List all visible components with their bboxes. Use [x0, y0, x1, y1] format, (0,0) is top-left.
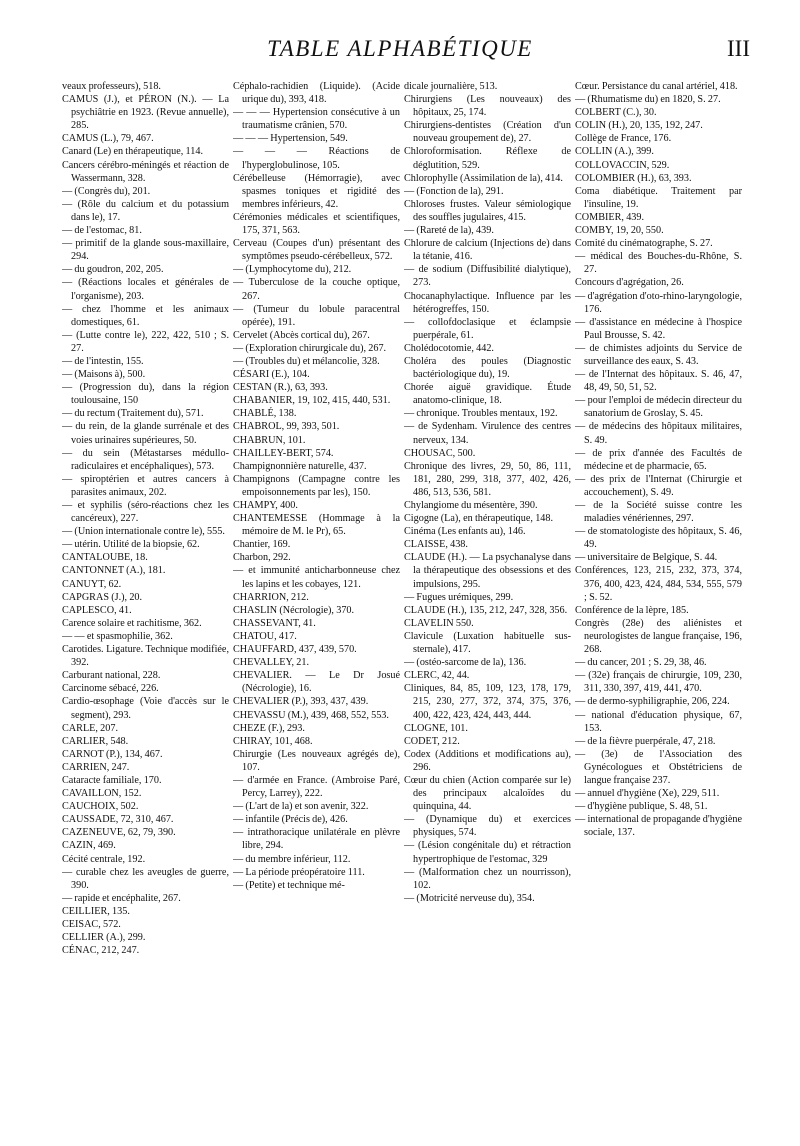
index-entry: Chantier, 169. [233, 539, 291, 551]
index-entry: Cœur. Persistance du canal artériel, 418. [575, 81, 738, 92]
index-entry: Chlorophylle (Assimilation de la), 414. [404, 172, 563, 184]
index-entry: CAMUS (L.), 79, 467. [62, 133, 154, 145]
index-entry: — (Lutte contre le), 222, 422, 510 ; S. 27. [62, 329, 229, 354]
index-entry: — des prix de l'Internat (Chirurgie et accouchement), S. 49. [575, 473, 742, 498]
index-entry: — Tuberculose de la couche optique, 267. [233, 277, 400, 302]
index-entry: Chlorure de calcium (Injections de) dans la tétanie, 416. [404, 238, 571, 263]
index-column [404, 80, 571, 1130]
index-entry: — — — Hypertension, 549. [233, 133, 348, 145]
index-entry: CEILLIER, 135. [62, 905, 130, 917]
index-entry: Conférence de la lèpre, 185. [575, 604, 689, 616]
index-entry: — primitif de la glande sous-maxillaire, 294. [62, 238, 229, 263]
index-entry: — (Lésion congénitale du) et rétraction hypertrophique de l'estomac, 329 [404, 840, 571, 865]
index-entry: — de dermo-syphiligraphie, 206, 224. [575, 696, 730, 708]
index-entry: — — — Hypertension consécutive à un traumatisme crânien, 570. [233, 107, 400, 132]
index-entry: CHAUFFARD, 437, 439, 570. [233, 644, 357, 656]
index-entry: — (3e) de l'Association des Gynécologues et Obstétriciens de langue française 237. [575, 748, 742, 786]
index-column [62, 80, 229, 1130]
index-column [233, 80, 400, 1130]
index-entry: — de chimistes adjoints du Service de surveillance des eaux, S. 43. [575, 342, 742, 367]
index-entry: — (Congrès du), 201. [62, 185, 151, 197]
index-entry: CARLE, 207. [62, 722, 119, 734]
index-entry: Cerveau (Coupes d'un) présentant des symptômes pseudo-cérébelleux, 572. [233, 238, 400, 263]
index-entry: — national d'éducation physique, 67, 153. [575, 709, 742, 734]
index-entry: CÉSARI (E.), 104. [233, 369, 310, 381]
index-entry: — de l'Internat des hôpitaux. S. 46, 47, 48, 49, 50, 51, 52. [575, 369, 742, 394]
index-entry: CARNOT (P.), 134, 467. [62, 748, 163, 760]
index-entry: — du rectum (Traitement du), 571. [62, 408, 204, 420]
index-entry: — de la Société suisse contre les maladies vénériennes, 297. [575, 500, 742, 525]
index-entry: — du goudron, 202, 205. [62, 264, 164, 276]
index-entry: — (Motricité nerveuse du), 354. [404, 892, 535, 904]
index-entry: — de l'estomac, 81. [62, 225, 142, 237]
index-entry: — (Réactions locales et générales de l'organisme), 203. [62, 277, 229, 302]
page-number: III [727, 36, 750, 61]
index-entry: COLLIN (A.), 399. [575, 146, 654, 158]
index-entry: Cholédocotomie, 442. [404, 342, 494, 354]
index-entry: Cardio-œsophage (Voie d'accès sur le segment), 293. [62, 696, 229, 721]
index-entry: — médical des Bouches-du-Rhône, S. 27. [575, 251, 742, 276]
index-entry: Charbon, 292. [233, 552, 291, 564]
index-entry: Chocanaphylactique. Influence par les hétérogreffes, 150. [404, 290, 571, 315]
index-entry: Cérémonies médicales et scientifiques, 175, 371, 563. [233, 211, 400, 237]
index-entry: — annuel d'hygiène (Xe), 229, 511. [575, 788, 720, 800]
index-entry: CANTALOUBE, 18. [62, 552, 148, 564]
index-entry: CAPGRAS (J.), 20. [62, 591, 143, 603]
index-entry: CANUYT, 62. [62, 578, 122, 590]
index-entry: Coma diabétique. Traitement par l'insuline, 19. [575, 185, 742, 210]
index-entry: CHASLIN (Nécrologie), 370. [233, 604, 355, 616]
index-entry: CARRIEN, 247. [62, 761, 130, 773]
index-entry: — (Troubles du) et mélancolie, 328. [233, 355, 380, 367]
index-entry: — international de propagande d'hygiène sociale, 137. [575, 814, 742, 839]
index-entry: CANTONNET (A.), 181. [62, 565, 166, 577]
index-entry: CHABRUN, 101. [233, 434, 306, 446]
index-entry: CÉNAC, 212, 247. [62, 945, 140, 957]
index-entry: CLAISSE, 438. [404, 539, 468, 551]
index-entry: CHATOU, 417. [233, 630, 297, 642]
page-header [0, 36, 800, 76]
index-entry: Cancers cérébro-méningés et réaction de Wassermann, 328. [62, 159, 229, 184]
index-entry: — collofdoclasique et éclampsie puerpérale, 61. [404, 316, 571, 341]
index-entry: — du membre inférieur, 112. [233, 853, 351, 865]
index-entry: — et syphilis (séro-réactions chez les cancéreux), 227. [62, 500, 229, 525]
index-entry: CHASSEVANT, 41. [233, 617, 316, 629]
index-entry: — Fugues urémiques, 299. [404, 591, 514, 603]
index-entry: — de Sydenham. Virulence des centres nerveux, 134. [404, 421, 571, 446]
index-entry: — et immunité anticharbonneuse chez les lapins et les cobayes, 121. [233, 565, 400, 590]
index-entry: CLOGNE, 101. [404, 722, 468, 734]
index-entry: — (Progression du), dans la région toulousaine, 150 [62, 382, 229, 407]
index-entry: COMBIER, 439. [575, 211, 645, 223]
index-entry: — du sein (Métastarses médullo-radiculaires et encéphaliques), 573. [62, 447, 229, 472]
index-entry: Chloroformisation. Réflexe de déglutition, 529. [404, 146, 571, 171]
index-entry: — — et spasmophilie, 362. [62, 630, 173, 642]
index-entry: — infantile (Précis de), 426. [233, 814, 348, 826]
index-entry: — intrathoracique unilatérale en plèvre libre, 294. [233, 827, 400, 852]
index-entry: — de prix d'année des Facultés de médecine et de pharmacie, 65. [575, 447, 742, 472]
index-columns [62, 80, 742, 1130]
index-entry: CHEZE (F.), 293. [233, 722, 305, 734]
index-entry: CHEVASSU (M.), 439, 468, 552, 553. [233, 709, 389, 721]
index-entry: — de la fièvre puerpérale, 47, 218. [575, 735, 716, 747]
index-entry: Carence solaire et rachitisme, 362. [62, 617, 202, 629]
index-entry: CHEVALIER (P.), 393, 437, 439. [233, 696, 369, 708]
index-entry: Conférences, 123, 215, 232, 373, 374, 376, 400, 423, 424, 484, 534, 555, 579 ; S. 52. [575, 565, 742, 603]
index-entry: COLIN (H.), 20, 135, 192, 247. [575, 120, 703, 132]
index-entry: CAPLESCO, 41. [62, 604, 132, 616]
index-entry: Chloroses frustes. Valeur sémiologique des souffles jugulaires, 415. [404, 198, 571, 223]
index-entry: CODET, 212. [404, 735, 460, 747]
index-entry: CELLIER (A.), 299. [62, 932, 146, 944]
index-entry: CHABROL, 99, 393, 501. [233, 421, 340, 433]
index-entry: CHARRION, 212. [233, 591, 309, 603]
index-entry: — — — Réactions de l'hyperglobulinose, 105. [233, 146, 400, 171]
index-entry: CHIRAY, 101, 468. [233, 735, 313, 747]
index-entry: CAZIN, 469. [62, 840, 116, 852]
index-entry: Champignonnière naturelle, 437. [233, 460, 367, 472]
index-entry: — (Maisons à), 500. [62, 369, 146, 381]
index-entry: — de l'intestin, 155. [62, 355, 144, 367]
index-entry: Cliniques, 84, 85, 109, 123, 178, 179, 215, 230, 277, 372, 374, 375, 376, 400, 422, 423, 424, 443, 444. [404, 683, 571, 721]
index-entry: COMBY, 19, 20, 550. [575, 225, 664, 237]
index-entry: Clavicule (Luxation habituelle sus-sternale), 417. [404, 630, 571, 656]
index-entry: Chorée aiguë gravidique. Étude anatomo-clinique, 18. [404, 382, 571, 407]
index-entry: — (32e) français de chirurgie, 109, 230, 311, 330, 397, 419, 441, 470. [575, 670, 742, 695]
index-entry: Canard (Le) en thérapeutique, 114. [62, 146, 203, 158]
index-entry: veaux professeurs), 518. [62, 81, 161, 92]
index-entry: CAMUS (J.), et PÉRON (N.). — La psychiâtrie en 1923. (Revue annuelle), 285. [62, 94, 229, 132]
index-entry: — chronique. Troubles mentaux, 192. [404, 408, 558, 420]
index-entry: Cérébelleuse (Hémorragie), avec spasmes toniques et rigidité des membres inférieurs, 42. [233, 172, 400, 210]
index-entry: Collège de France, 176. [575, 133, 672, 145]
index-entry: — (Lymphocytome du), 212. [233, 264, 352, 276]
index-entry: CAUSSADE, 72, 310, 467. [62, 814, 174, 826]
index-entry: — utérin. Utilité de la biopsie, 62. [62, 539, 200, 551]
index-entry: CEISAC, 572. [62, 919, 121, 930]
index-entry: — (Tumeur du lobule paracentral opérée), 191. [233, 303, 400, 328]
index-entry: — du cancer, 201 ; S. 29, 38, 46. [575, 657, 707, 669]
index-entry: — (Union internationale contre le), 555. [62, 526, 225, 538]
index-entry: Choléra des poules (Diagnostic bactériologique du), 19. [404, 355, 571, 381]
index-entry: CHANTEMESSE (Hommage à la mémoire de M. le Pr), 65. [233, 513, 400, 538]
index-entry: — chez l'homme et les animaux domestiques, 61. [62, 303, 229, 328]
index-entry: CLAVELIN 550. [404, 617, 474, 629]
index-entry: dicale journalière, 513. [404, 81, 498, 92]
index-entry: Chylangiome du mésentère, 390. [404, 500, 538, 511]
index-entry: CHAILLEY-BERT, 574. [233, 447, 334, 459]
index-entry: Chronique des livres, 29, 50, 86, 111, 181, 280, 299, 318, 377, 402, 426, 486, 513, 536, 581. [404, 460, 571, 498]
index-entry: CAVAILLON, 152. [62, 788, 142, 800]
index-entry: CHEVALLEY, 21. [233, 657, 310, 669]
index-entry: Cigogne (La), en thérapeutique, 148. [404, 513, 554, 525]
index-entry: CHABANIER, 19, 102, 415, 440, 531. [233, 395, 391, 407]
index-entry: — curable chez les aveugles de guerre, 390. [62, 866, 229, 891]
page-title: TABLE ALPHABÉTIQUE [267, 36, 533, 61]
index-entry: CARLIER, 548. [62, 735, 129, 747]
index-entry: Champignons (Campagne contre les empoisonnements par les), 150. [233, 473, 400, 498]
index-entry: — rapide et encéphalite, 267. [62, 892, 181, 904]
index-entry: CHAMPY, 400. [233, 500, 298, 511]
index-entry: — (Exploration chirurgicale du), 267. [233, 342, 387, 354]
index-entry: — d'agrégation d'oto-rhino-laryngologie, 176. [575, 290, 742, 315]
index-entry: — pour l'emploi de médecin directeur du sanatorium de Groslay, S. 45. [575, 395, 742, 420]
index-entry: — (ostéo-sarcome de la), 136. [404, 657, 527, 669]
index-entry: — (Dynamique du) et exercices physiques, 574. [404, 814, 571, 839]
index-entry: Céphalo-rachidien (Liquide). (Acide urique du), 393, 418. [233, 81, 400, 106]
index-entry: Chirurgie (Les nouveaux agrégés de), 107. [233, 748, 400, 773]
index-entry: CHEVALIER. — Le Dr Josué (Nécrologie), 16. [233, 670, 400, 695]
index-entry: Cécité centrale, 192. [62, 853, 146, 865]
index-entry: — (Malformation chez un nourrisson), 102. [404, 866, 571, 891]
index-entry: CAZENEUVE, 62, 79, 390. [62, 827, 176, 839]
index-entry: CLAUDE (H.). — La psychanalyse dans la thérapeutique des obsessions et des impulsions, 295. [404, 552, 571, 590]
index-entry: Congrès (28e) des aliénistes et neurologistes de langue française, 196, 268. [575, 617, 742, 656]
index-entry: Codex (Additions et modifications au), 296. [404, 748, 571, 773]
index-entry: — (L'art de la) et son avenir, 322. [233, 801, 369, 813]
index-entry: — (Rhumatisme du) en 1820, S. 27. [575, 94, 721, 106]
index-entry: Carburant national, 228. [62, 670, 161, 682]
index-entry: Cinéma (Les enfants au), 146. [404, 526, 526, 538]
index-entry: CAUCHOIX, 502. [62, 801, 139, 813]
index-entry: — d'assistance en médecine à l'hospice Paul Brousse, S. 42. [575, 316, 742, 341]
index-entry: — (Petite) et technique mé- [233, 879, 345, 891]
index-entry: Comité du cinématographe, S. 27. [575, 238, 713, 250]
index-entry: COLBERT (C.), 30. [575, 107, 657, 119]
index-entry: — de sodium (Diffusibilité dialytique), 273. [404, 264, 571, 289]
index-entry: COLLOVACCIN, 529. [575, 159, 670, 171]
index-entry: Cataracte familiale, 170. [62, 774, 162, 786]
index-entry: — d'hygiène publique, S. 48, 51. [575, 801, 708, 813]
index-entry: CHOUSAC, 500. [404, 447, 476, 459]
index-entry: — (Rareté de la), 439. [404, 225, 494, 237]
index-entry: CESTAN (R.), 63, 393. [233, 382, 328, 394]
index-entry: — spiroptérien et autres cancers à parasites animaux, 202. [62, 473, 229, 498]
index-entry: COLOMBIER (H.), 63, 393. [575, 172, 692, 184]
index-entry: Carcinome sébacé, 226. [62, 683, 159, 695]
index-entry: — universitaire de Belgique, S. 44. [575, 552, 718, 564]
index-entry: Cervelet (Abcès cortical du), 267. [233, 329, 370, 341]
index-entry: Carotides. Ligature. Technique modifiée, 392. [62, 644, 229, 669]
index-entry: — du rein, de la glande surrénale et des voies urinaires supérieures, 50. [62, 421, 229, 446]
index-entry: — de stomatologiste des hôpitaux, S. 46, 49. [575, 526, 742, 551]
index-entry: — d'armée en France. (Ambroise Paré, Percy, Larrey), 222. [233, 774, 400, 800]
index-entry: — de médecins des hôpitaux militaires, S. 49. [575, 421, 742, 446]
index-entry: Cœur du chien (Action comparée sur le) des principaux alcaloïdes du quinquina, 44. [404, 774, 571, 813]
index-entry: Concours d'agrégation, 26. [575, 277, 684, 289]
index-entry: CLERC, 42, 44. [404, 670, 470, 682]
index-entry: Chirurgiens (Les nouveaux) des hôpitaux, 25, 174. [404, 94, 571, 119]
index-entry: CHABLÉ, 138. [233, 408, 297, 420]
index-entry: CLAUDE (H.), 135, 212, 247, 328, 356. [404, 604, 568, 616]
index-entry: — (Rôle du calcium et du potassium dans le), 17. [62, 198, 229, 223]
index-entry: — La période préopératoire 111. [233, 866, 365, 878]
index-entry: — (Fonction de la), 291. [404, 185, 504, 197]
index-entry: Chirurgiens-dentistes (Création d'un nouveau groupement de), 27. [404, 120, 571, 145]
index-column [575, 80, 742, 1130]
